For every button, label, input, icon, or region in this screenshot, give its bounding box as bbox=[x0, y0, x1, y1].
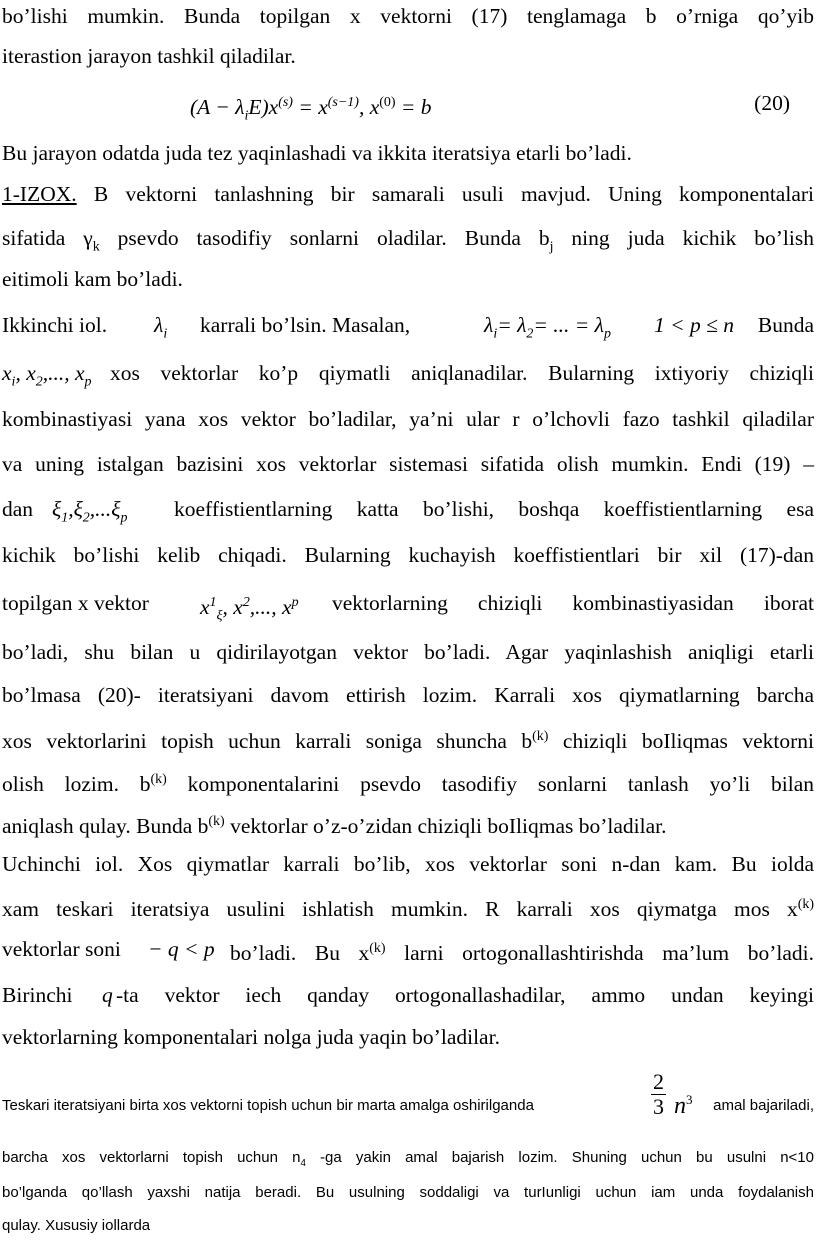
note-line bbox=[2, 225, 814, 260]
vec-x: ,..., x bbox=[42, 361, 85, 385]
case2-line: kombinastiyasi yana xos vektor bo’ladilar, ya’ni ular r o’lchovli fazo tashkil qiladilar bbox=[2, 407, 814, 431]
eq-lhs: (A − λ bbox=[190, 95, 245, 120]
case3-text: Birinchi bbox=[2, 983, 73, 1007]
case2-line: kichik bo’lishi kelib chiqadi. Bularning kuchayish koeffistientlari bir xil (17)-dan bbox=[2, 543, 814, 567]
text-line: iterastion jarayon tashkil qiladilar. bbox=[2, 44, 296, 68]
note-text: B vektorni tanlashning bir samarali usuli mavjud. Uning komponentalari bbox=[76, 182, 814, 206]
sub-1: 1 bbox=[61, 510, 69, 526]
sup-k: (k) bbox=[797, 897, 814, 912]
small-text: amal bajariladi, bbox=[713, 1097, 814, 1114]
case2-line: bo’lmasa (20)- iteratsiyani davom ettirish lozim. Karrali xos qiymatlarning barcha bbox=[2, 683, 814, 707]
sup-p: p bbox=[291, 595, 299, 610]
note-line bbox=[2, 181, 814, 207]
sub-2: 2 bbox=[82, 510, 90, 526]
small-text: barcha xos vektorlarni topish uchun n bbox=[2, 1149, 301, 1166]
case3-text: xam teskari iteratsiya usulini ishlatish mumkin. R karrali xos qiymatga mos x bbox=[2, 897, 798, 922]
case3-line bbox=[2, 982, 814, 1008]
small-line: qulay. Xususiy iollarda bbox=[2, 1217, 151, 1234]
small-text: -ga yakin amal bajarish lozim. Shuning uchun bu usulni n<10 bbox=[305, 1149, 814, 1166]
sub-2: 2 bbox=[35, 374, 43, 390]
case2-heading: Ikkinchi iol. bbox=[2, 313, 108, 337]
gamma-symbol: γ bbox=[83, 226, 93, 250]
sup-3: 3 bbox=[686, 1092, 693, 1107]
inequality: − q < p bbox=[148, 937, 215, 961]
case2-line: va uning istalgan bazisini xos vektorlar sistemasi sifatida olish mumkin. Endi (19) – bbox=[2, 452, 814, 476]
small-line bbox=[2, 1145, 814, 1177]
case2-line bbox=[2, 496, 814, 526]
sub-4: 4 bbox=[300, 1158, 306, 1169]
case3-line bbox=[2, 936, 814, 966]
case2-text: xos vektorlar ko’p qiymatli aniqlanadilar. Bularning ixtiyoriy chiziqli bbox=[110, 361, 814, 385]
case2-text: karrali bo’lsin. Masalan, bbox=[200, 313, 411, 337]
case3-text: bo’ladi. Bu x bbox=[230, 941, 370, 966]
eq-part: = x bbox=[292, 95, 328, 120]
case2-line bbox=[2, 360, 814, 395]
case2-line bbox=[2, 312, 814, 342]
sub-i: i bbox=[11, 374, 16, 390]
q-symbol: q bbox=[102, 983, 113, 1007]
case2-text: komponentalarini psevdo tasodifiy sonlarni tanlash yo’li bilan bbox=[166, 772, 814, 797]
case2-text: chiziqli boIliqmas vektorni bbox=[548, 729, 814, 754]
sub-i: i bbox=[163, 326, 168, 342]
sub-p: p bbox=[603, 326, 611, 342]
small-line bbox=[2, 1069, 814, 1120]
lambda-symbol: λ bbox=[154, 313, 164, 337]
small-line: bo’lganda qo’llash yaxshi natija beradi. Bu usulning soddaligi va turIunligi uchun iam unda foydalanish bbox=[2, 1184, 814, 1201]
xi-symbol: ξ bbox=[52, 497, 62, 521]
sup-k: (k) bbox=[208, 814, 225, 829]
case2-text: vektorlar o’z-o’zidan chiziqli boIliqmas bo’ladilar. bbox=[224, 814, 667, 839]
sub-k: k bbox=[92, 239, 100, 255]
eq-rhs: = b bbox=[395, 95, 432, 120]
sup-2: 2 bbox=[242, 595, 250, 610]
equation-number: (20) bbox=[754, 91, 790, 115]
case3-text: -ta vektor iech qanday ortogonallashadilar, ammo undan keyingi bbox=[116, 983, 814, 1007]
fraction-num: 2 bbox=[653, 1069, 664, 1094]
xi-symbol: ,...ξ bbox=[89, 497, 121, 521]
eq-lambda: = ... = λ bbox=[533, 313, 604, 337]
fraction bbox=[651, 1070, 666, 1119]
sub-j: j bbox=[549, 239, 554, 255]
text-line: Bu jarayon odatda juda tez yaqinlashadi va ikkita iteratsiya etarli bo’ladi. bbox=[2, 141, 632, 165]
note-text: sifatida bbox=[2, 226, 84, 250]
equation-20 bbox=[190, 90, 790, 129]
eq-sup: (0) bbox=[379, 95, 396, 110]
eq-lambda: = λ bbox=[497, 313, 527, 337]
eq-part: , x bbox=[358, 95, 380, 120]
case3-text: vektorlar soni bbox=[2, 937, 121, 961]
sup-k: (k) bbox=[150, 772, 167, 787]
vec-x: x bbox=[2, 361, 12, 385]
sub-p: p bbox=[120, 510, 128, 526]
case3-line bbox=[2, 892, 814, 922]
eq-sup: (s−1) bbox=[327, 95, 359, 110]
case3-line: Uchinchi iol. Xos qiymatlar karrali bo’lib, xos vektorlar soni n-dan kam. Bu iolda bbox=[2, 852, 814, 876]
case2-text: koeffistientlarning katta bo’lishi, boshqa koeffistientlarning esa bbox=[174, 497, 814, 521]
fraction-den: 3 bbox=[653, 1094, 664, 1119]
case2-text: aniqlash qulay. Bunda b bbox=[2, 814, 209, 839]
eq-sup: (s) bbox=[278, 95, 293, 110]
small-text: Teskari iteratsiyani birta xos vektorni topish uchun bir marta amalga oshirilganda bbox=[2, 1097, 534, 1114]
case2-text: xos vektorlarini topish uchun karrali soniga shuncha b bbox=[2, 729, 533, 754]
vec-x: , x bbox=[15, 361, 36, 385]
note-text: ning juda kichik bo’lish bbox=[553, 226, 814, 250]
sup-k: (k) bbox=[369, 941, 386, 956]
case2-text: Bunda bbox=[757, 313, 814, 337]
case3-text: larni ortogonallashtirishda ma’lum bo’ladi. bbox=[385, 941, 814, 966]
vec-x: x bbox=[200, 595, 210, 620]
sup-1: 1 bbox=[209, 595, 217, 610]
case2-line bbox=[2, 767, 814, 797]
sub-xi: ξ bbox=[216, 608, 223, 624]
case2-line bbox=[2, 809, 814, 839]
note-text: psevdo tasodifiy sonlarni oladilar. Bunda b bbox=[99, 226, 550, 250]
case2-text: topilgan x vektor bbox=[2, 591, 149, 615]
case2-text: dan bbox=[2, 497, 34, 521]
vec-x: , x bbox=[222, 595, 243, 620]
case2-text: olish lozim. b bbox=[2, 772, 151, 797]
eq-sub: i bbox=[244, 108, 249, 124]
note-line: eitimoli kam bo’ladi. bbox=[2, 267, 183, 291]
xi-symbol: ,ξ bbox=[68, 497, 83, 521]
sub-p: p bbox=[84, 374, 92, 390]
n-symbol: n bbox=[674, 1093, 686, 1119]
case2-line: bo’ladi, shu bilan u qidirilayotgan vektor bo’ladi. Agar yaqinlashish aniqligi etarli bbox=[2, 640, 814, 664]
case2-text: vektorlarning chiziqli kombinastiyasidan iborat bbox=[332, 591, 814, 615]
eq-mid: E)x bbox=[248, 95, 279, 120]
vec-x: ,..., x bbox=[249, 595, 292, 620]
sub-2: 2 bbox=[526, 326, 534, 342]
sub-i: i bbox=[493, 326, 498, 342]
case2-line bbox=[2, 724, 814, 754]
case2-line bbox=[2, 590, 814, 624]
sup-k: (k) bbox=[532, 729, 549, 744]
text-line: bo’lishi mumkin. Bunda topilgan x vektorni (17) tenglamaga b o’rniga qo’yib bbox=[2, 4, 814, 28]
note-label: 1-IZOX. bbox=[2, 182, 77, 206]
eq-lambda: λ bbox=[484, 313, 494, 337]
case3-line: vektorlarning komponentalari nolga juda yaqin bo’ladilar. bbox=[2, 1025, 500, 1049]
inequality: 1 < p ≤ n bbox=[654, 313, 735, 337]
